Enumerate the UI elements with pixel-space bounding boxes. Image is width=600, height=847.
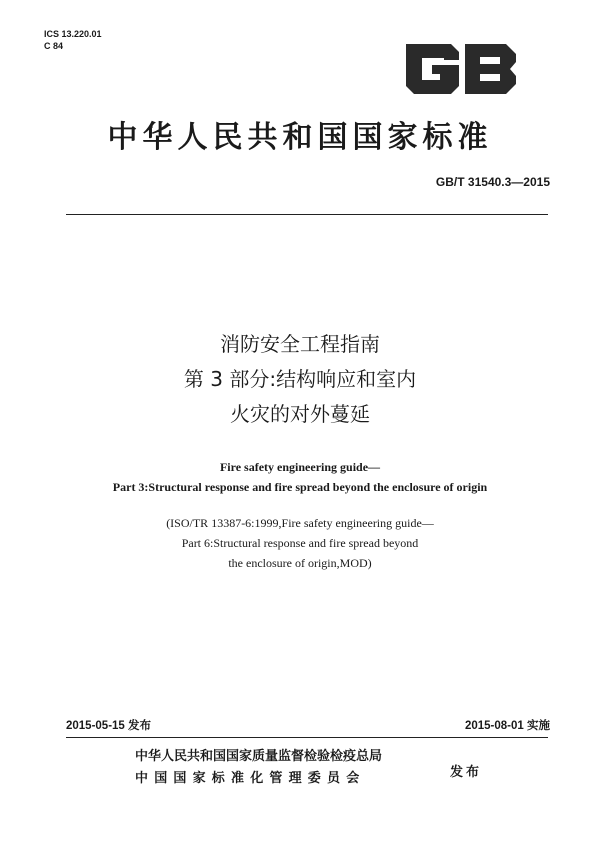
top-divider [66, 214, 548, 215]
bottom-divider [66, 737, 548, 738]
ics-code: ICS 13.220.01 [44, 29, 102, 39]
english-title [0, 457, 600, 497]
adopted-line: the enclosure of origin,MOD) [228, 556, 372, 570]
issue-date: 2015-05-15 发布 [66, 720, 152, 732]
implementation-date: 2015-08-01 实施 [464, 720, 550, 732]
adopted-line: (ISO/TR 13387-6:1999,Fire safety engineering guide— [166, 516, 434, 530]
issuer-aqsiq: 中华人民共和国国家质量监督检验检疫总局 [135, 749, 383, 764]
adopted-line: Part 6:Structural response and fire spread beyond [181, 536, 419, 550]
chinese-title-line: 消防安全工程指南 [220, 332, 380, 356]
issue-label: 发布 [450, 765, 483, 780]
standard-number: GB/T 31540.3—2015 [435, 175, 550, 189]
issuing-authorities [135, 746, 382, 790]
classification-codes [44, 28, 102, 52]
standard-type: 中华人民共和国国家标准 [107, 120, 493, 155]
gb-logo [402, 38, 520, 100]
chinese-title-line: 火灾的对外蔓延 [230, 402, 370, 426]
chinese-title-line: 第 3 部分:结构响应和室内 [183, 367, 417, 391]
english-title-line: Fire safety engineering guide— [219, 460, 381, 474]
english-title-line: Part 3:Structural response and fire spread beyond the enclosure of origin [112, 480, 488, 494]
issuer-sac: 中国国家标准化管理委员会 [135, 771, 366, 786]
chinese-title [0, 327, 600, 432]
ccs-code: C 84 [44, 41, 64, 51]
adopted-standard-note [0, 513, 600, 573]
